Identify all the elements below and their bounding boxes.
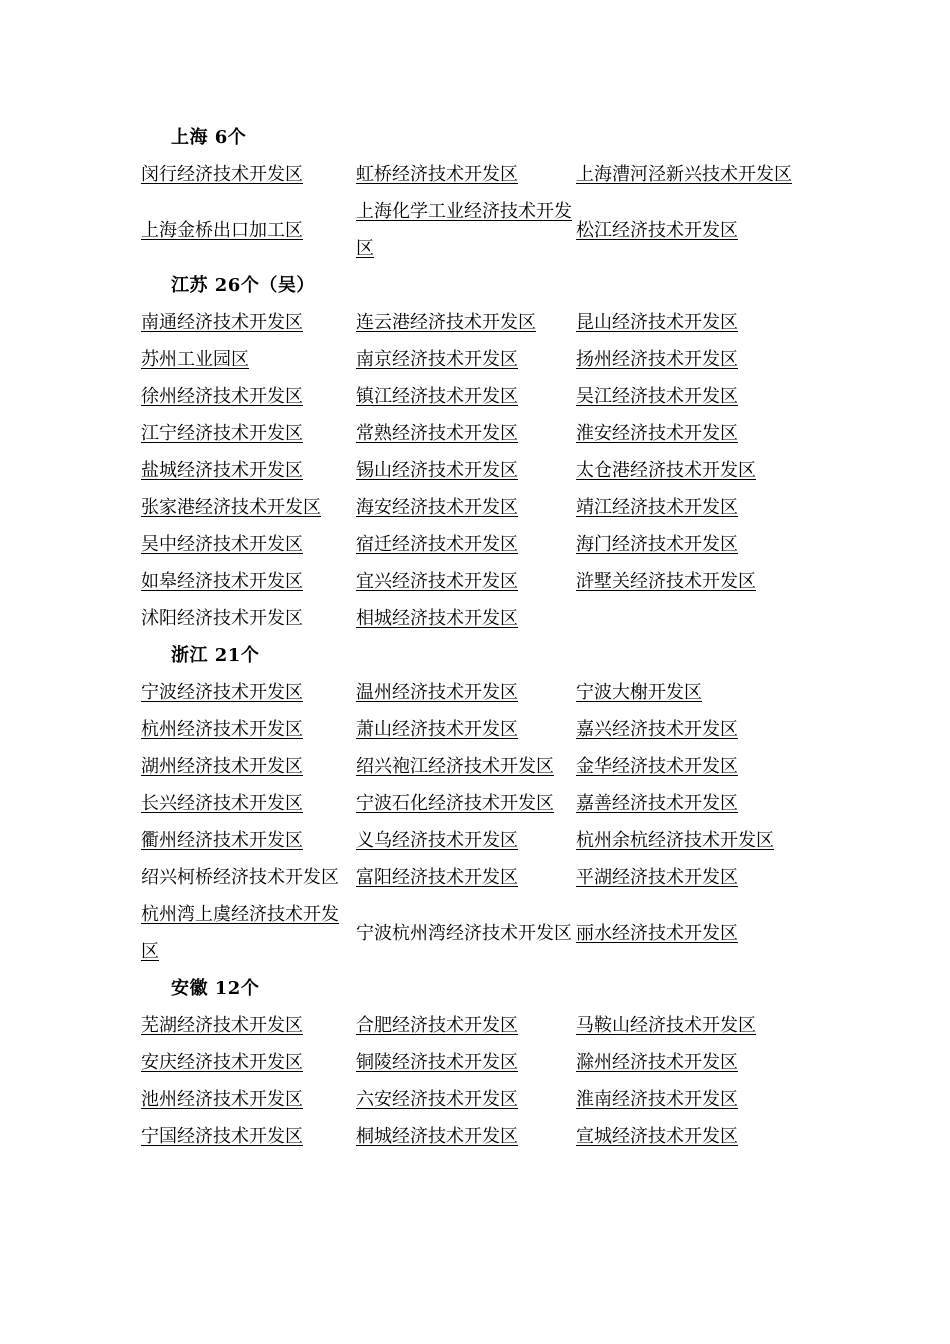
zone-link[interactable]: 连云港经济技术开发区 xyxy=(356,312,536,333)
zone-link[interactable]: 义乌经济技术开发区 xyxy=(356,830,518,851)
table-cell xyxy=(356,896,576,970)
table-cell xyxy=(141,1007,356,1044)
zone-link[interactable]: 嘉兴经济技术开发区 xyxy=(576,719,738,740)
table-row xyxy=(141,1081,801,1118)
zone-link[interactable]: 吴中经济技术开发区 xyxy=(141,534,303,555)
table-row xyxy=(141,452,801,489)
table-cell xyxy=(356,1118,576,1155)
table-cell xyxy=(576,452,801,489)
table-cell xyxy=(576,785,801,822)
zone-table xyxy=(141,156,801,267)
zone-link[interactable]: 徐州经济技术开发区 xyxy=(141,386,303,407)
zone-link[interactable]: 合肥经济技术开发区 xyxy=(356,1015,518,1036)
table-cell xyxy=(141,711,356,748)
zone-link[interactable]: 太仓港经济技术开发区 xyxy=(576,460,756,481)
zone-link[interactable]: 上海化学工业经济技术开发区 xyxy=(356,201,572,259)
table-cell xyxy=(576,1044,801,1081)
zone-link[interactable]: 松江经济技术开发区 xyxy=(576,219,738,241)
table-row xyxy=(141,526,801,563)
zone-link[interactable]: 绍兴袍江经济技术开发区 xyxy=(356,756,554,777)
table-cell xyxy=(576,600,801,637)
section-heading: 上海 6个 xyxy=(171,127,247,148)
table-cell xyxy=(356,563,576,600)
zone-link[interactable]: 虹桥经济技术开发区 xyxy=(356,164,518,185)
zone-link[interactable]: 苏州工业园区 xyxy=(141,349,249,370)
table-row xyxy=(141,415,801,452)
zone-link[interactable]: 桐城经济技术开发区 xyxy=(356,1126,518,1147)
table-cell xyxy=(141,1044,356,1081)
zone-link[interactable]: 海门经济技术开发区 xyxy=(576,534,738,555)
table-cell xyxy=(141,489,356,526)
zone-name: 沭阳经济技术开发区 xyxy=(141,608,303,629)
zone-table xyxy=(141,304,801,637)
table-cell xyxy=(576,526,801,563)
zone-link[interactable]: 盐城经济技术开发区 xyxy=(141,460,303,481)
table-cell xyxy=(356,748,576,785)
zone-link[interactable]: 铜陵经济技术开发区 xyxy=(356,1052,518,1073)
table-cell xyxy=(356,415,576,452)
table-cell xyxy=(141,674,356,711)
zone-link[interactable]: 滁州经济技术开发区 xyxy=(576,1052,738,1073)
zone-link[interactable]: 淮安经济技术开发区 xyxy=(576,423,738,444)
table-cell xyxy=(141,1118,356,1155)
table-cell xyxy=(576,563,801,600)
table-cell xyxy=(356,304,576,341)
table-cell xyxy=(576,1081,801,1118)
zone-link[interactable]: 江宁经济技术开发区 xyxy=(141,423,303,444)
table-row xyxy=(141,748,801,785)
zone-link[interactable]: 平湖经济技术开发区 xyxy=(576,867,738,888)
zone-link[interactable]: 金华经济技术开发区 xyxy=(576,756,738,777)
table-cell xyxy=(141,452,356,489)
table-cell xyxy=(141,526,356,563)
table-cell xyxy=(356,711,576,748)
zone-link[interactable]: 扬州经济技术开发区 xyxy=(576,349,738,370)
zone-link[interactable]: 宁波石化经济技术开发区 xyxy=(356,793,554,814)
zone-link[interactable]: 丽水经济技术开发区 xyxy=(576,922,738,944)
table-row xyxy=(141,304,801,341)
table-cell xyxy=(576,748,801,785)
table-cell xyxy=(141,859,356,896)
table-cell xyxy=(141,415,356,452)
table-cell xyxy=(576,193,801,267)
table-cell xyxy=(141,563,356,600)
table-row xyxy=(141,489,801,526)
zone-link[interactable]: 宜兴经济技术开发区 xyxy=(356,571,518,592)
table-row xyxy=(141,341,801,378)
zone-link[interactable]: 宣城经济技术开发区 xyxy=(576,1126,738,1147)
table-cell xyxy=(576,415,801,452)
table-cell xyxy=(141,156,356,193)
zone-link[interactable]: 淮南经济技术开发区 xyxy=(576,1089,738,1110)
table-cell xyxy=(576,1007,801,1044)
table-cell xyxy=(356,1081,576,1118)
table-row xyxy=(141,1007,801,1044)
table-row xyxy=(141,563,801,600)
table-cell xyxy=(356,600,576,637)
zone-link[interactable]: 宿迁经济技术开发区 xyxy=(356,534,518,555)
table-row xyxy=(141,378,801,415)
table-cell xyxy=(576,822,801,859)
zone-link[interactable]: 池州经济技术开发区 xyxy=(141,1089,303,1110)
table-cell xyxy=(141,1081,356,1118)
table-cell xyxy=(576,156,801,193)
zone-link[interactable]: 衢州经济技术开发区 xyxy=(141,830,303,851)
table-cell xyxy=(356,526,576,563)
table-row xyxy=(141,193,801,267)
table-cell xyxy=(576,674,801,711)
zone-link[interactable]: 相城经济技术开发区 xyxy=(356,608,518,629)
table-cell xyxy=(141,304,356,341)
table-row xyxy=(141,156,801,193)
table-cell xyxy=(356,378,576,415)
zone-name: 绍兴柯桥经济技术开发区 xyxy=(141,867,339,888)
table-cell xyxy=(356,822,576,859)
zone-link[interactable]: 芜湖经济技术开发区 xyxy=(141,1015,303,1036)
table-cell xyxy=(356,452,576,489)
zone-link[interactable]: 安庆经济技术开发区 xyxy=(141,1052,303,1073)
zone-link[interactable]: 闵行经济技术开发区 xyxy=(141,164,303,185)
zone-link[interactable]: 宁波经济技术开发区 xyxy=(141,682,303,703)
table-cell xyxy=(576,896,801,970)
table-cell xyxy=(141,600,356,637)
table-cell xyxy=(141,378,356,415)
table-cell xyxy=(141,193,356,267)
table-cell xyxy=(141,822,356,859)
table-cell xyxy=(576,341,801,378)
zone-list xyxy=(141,119,801,1155)
zone-link[interactable]: 湖州经济技术开发区 xyxy=(141,756,303,777)
zone-link[interactable]: 富阳经济技术开发区 xyxy=(356,867,518,888)
zone-link[interactable]: 如皋经济技术开发区 xyxy=(141,571,303,592)
table-cell xyxy=(576,489,801,526)
table-cell xyxy=(356,785,576,822)
zone-table xyxy=(141,674,801,970)
zone-link[interactable]: 上海漕河泾新兴技术开发区 xyxy=(576,164,792,185)
zone-link[interactable]: 南京经济技术开发区 xyxy=(356,349,518,370)
section-heading: 浙江 21个 xyxy=(171,645,260,666)
zone-link[interactable]: 靖江经济技术开发区 xyxy=(576,497,738,518)
table-row xyxy=(141,896,801,970)
zone-link[interactable]: 镇江经济技术开发区 xyxy=(356,386,518,407)
table-cell xyxy=(356,341,576,378)
table-row xyxy=(141,674,801,711)
zone-link[interactable]: 上海金桥出口加工区 xyxy=(141,219,303,241)
table-cell xyxy=(141,341,356,378)
zone-link[interactable]: 杭州余杭经济技术开发区 xyxy=(576,830,774,851)
zone-link[interactable]: 宁国经济技术开发区 xyxy=(141,1126,303,1147)
section-heading: 安徽 12个 xyxy=(171,978,260,999)
zone-link[interactable]: 海安经济技术开发区 xyxy=(356,497,518,518)
table-cell xyxy=(141,748,356,785)
section-heading: 江苏 26个（吴） xyxy=(171,275,315,296)
table-row xyxy=(141,859,801,896)
zone-link[interactable]: 常熟经济技术开发区 xyxy=(356,423,518,444)
table-cell xyxy=(576,304,801,341)
zone-link[interactable]: 嘉善经济技术开发区 xyxy=(576,793,738,814)
zone-link[interactable]: 杭州湾上虞经济技术开发区 xyxy=(141,904,339,962)
zone-link[interactable]: 六安经济技术开发区 xyxy=(356,1089,518,1110)
table-cell xyxy=(576,378,801,415)
zone-link[interactable]: 南通经济技术开发区 xyxy=(141,312,303,333)
zone-link[interactable]: 长兴经济技术开发区 xyxy=(141,793,303,814)
zone-link[interactable]: 张家港经济技术开发区 xyxy=(141,497,321,518)
zone-link[interactable]: 宁波大榭开发区 xyxy=(576,682,702,703)
table-row xyxy=(141,711,801,748)
zone-table xyxy=(141,1007,801,1155)
table-row xyxy=(141,785,801,822)
table-cell xyxy=(141,785,356,822)
table-cell xyxy=(141,896,356,970)
table-row xyxy=(141,600,801,637)
zone-link[interactable]: 昆山经济技术开发区 xyxy=(576,312,738,333)
zone-link[interactable]: 吴江经济技术开发区 xyxy=(576,386,738,407)
table-cell xyxy=(576,859,801,896)
table-cell xyxy=(356,1044,576,1081)
zone-link[interactable]: 锡山经济技术开发区 xyxy=(356,460,518,481)
table-cell xyxy=(576,711,801,748)
zone-link[interactable]: 马鞍山经济技术开发区 xyxy=(576,1015,756,1036)
table-row xyxy=(141,822,801,859)
table-row xyxy=(141,1044,801,1081)
zone-link[interactable]: 萧山经济技术开发区 xyxy=(356,719,518,740)
zone-name: 宁波杭州湾经济技术开发区 xyxy=(356,922,572,944)
zone-link[interactable]: 温州经济技术开发区 xyxy=(356,682,518,703)
table-cell xyxy=(576,1118,801,1155)
table-cell xyxy=(356,859,576,896)
table-cell xyxy=(356,674,576,711)
table-cell xyxy=(356,193,576,267)
table-cell xyxy=(356,489,576,526)
zone-link[interactable]: 浒墅关经济技术开发区 xyxy=(576,571,756,592)
table-cell xyxy=(356,156,576,193)
table-cell xyxy=(356,1007,576,1044)
zone-link[interactable]: 杭州经济技术开发区 xyxy=(141,719,303,740)
table-row xyxy=(141,1118,801,1155)
